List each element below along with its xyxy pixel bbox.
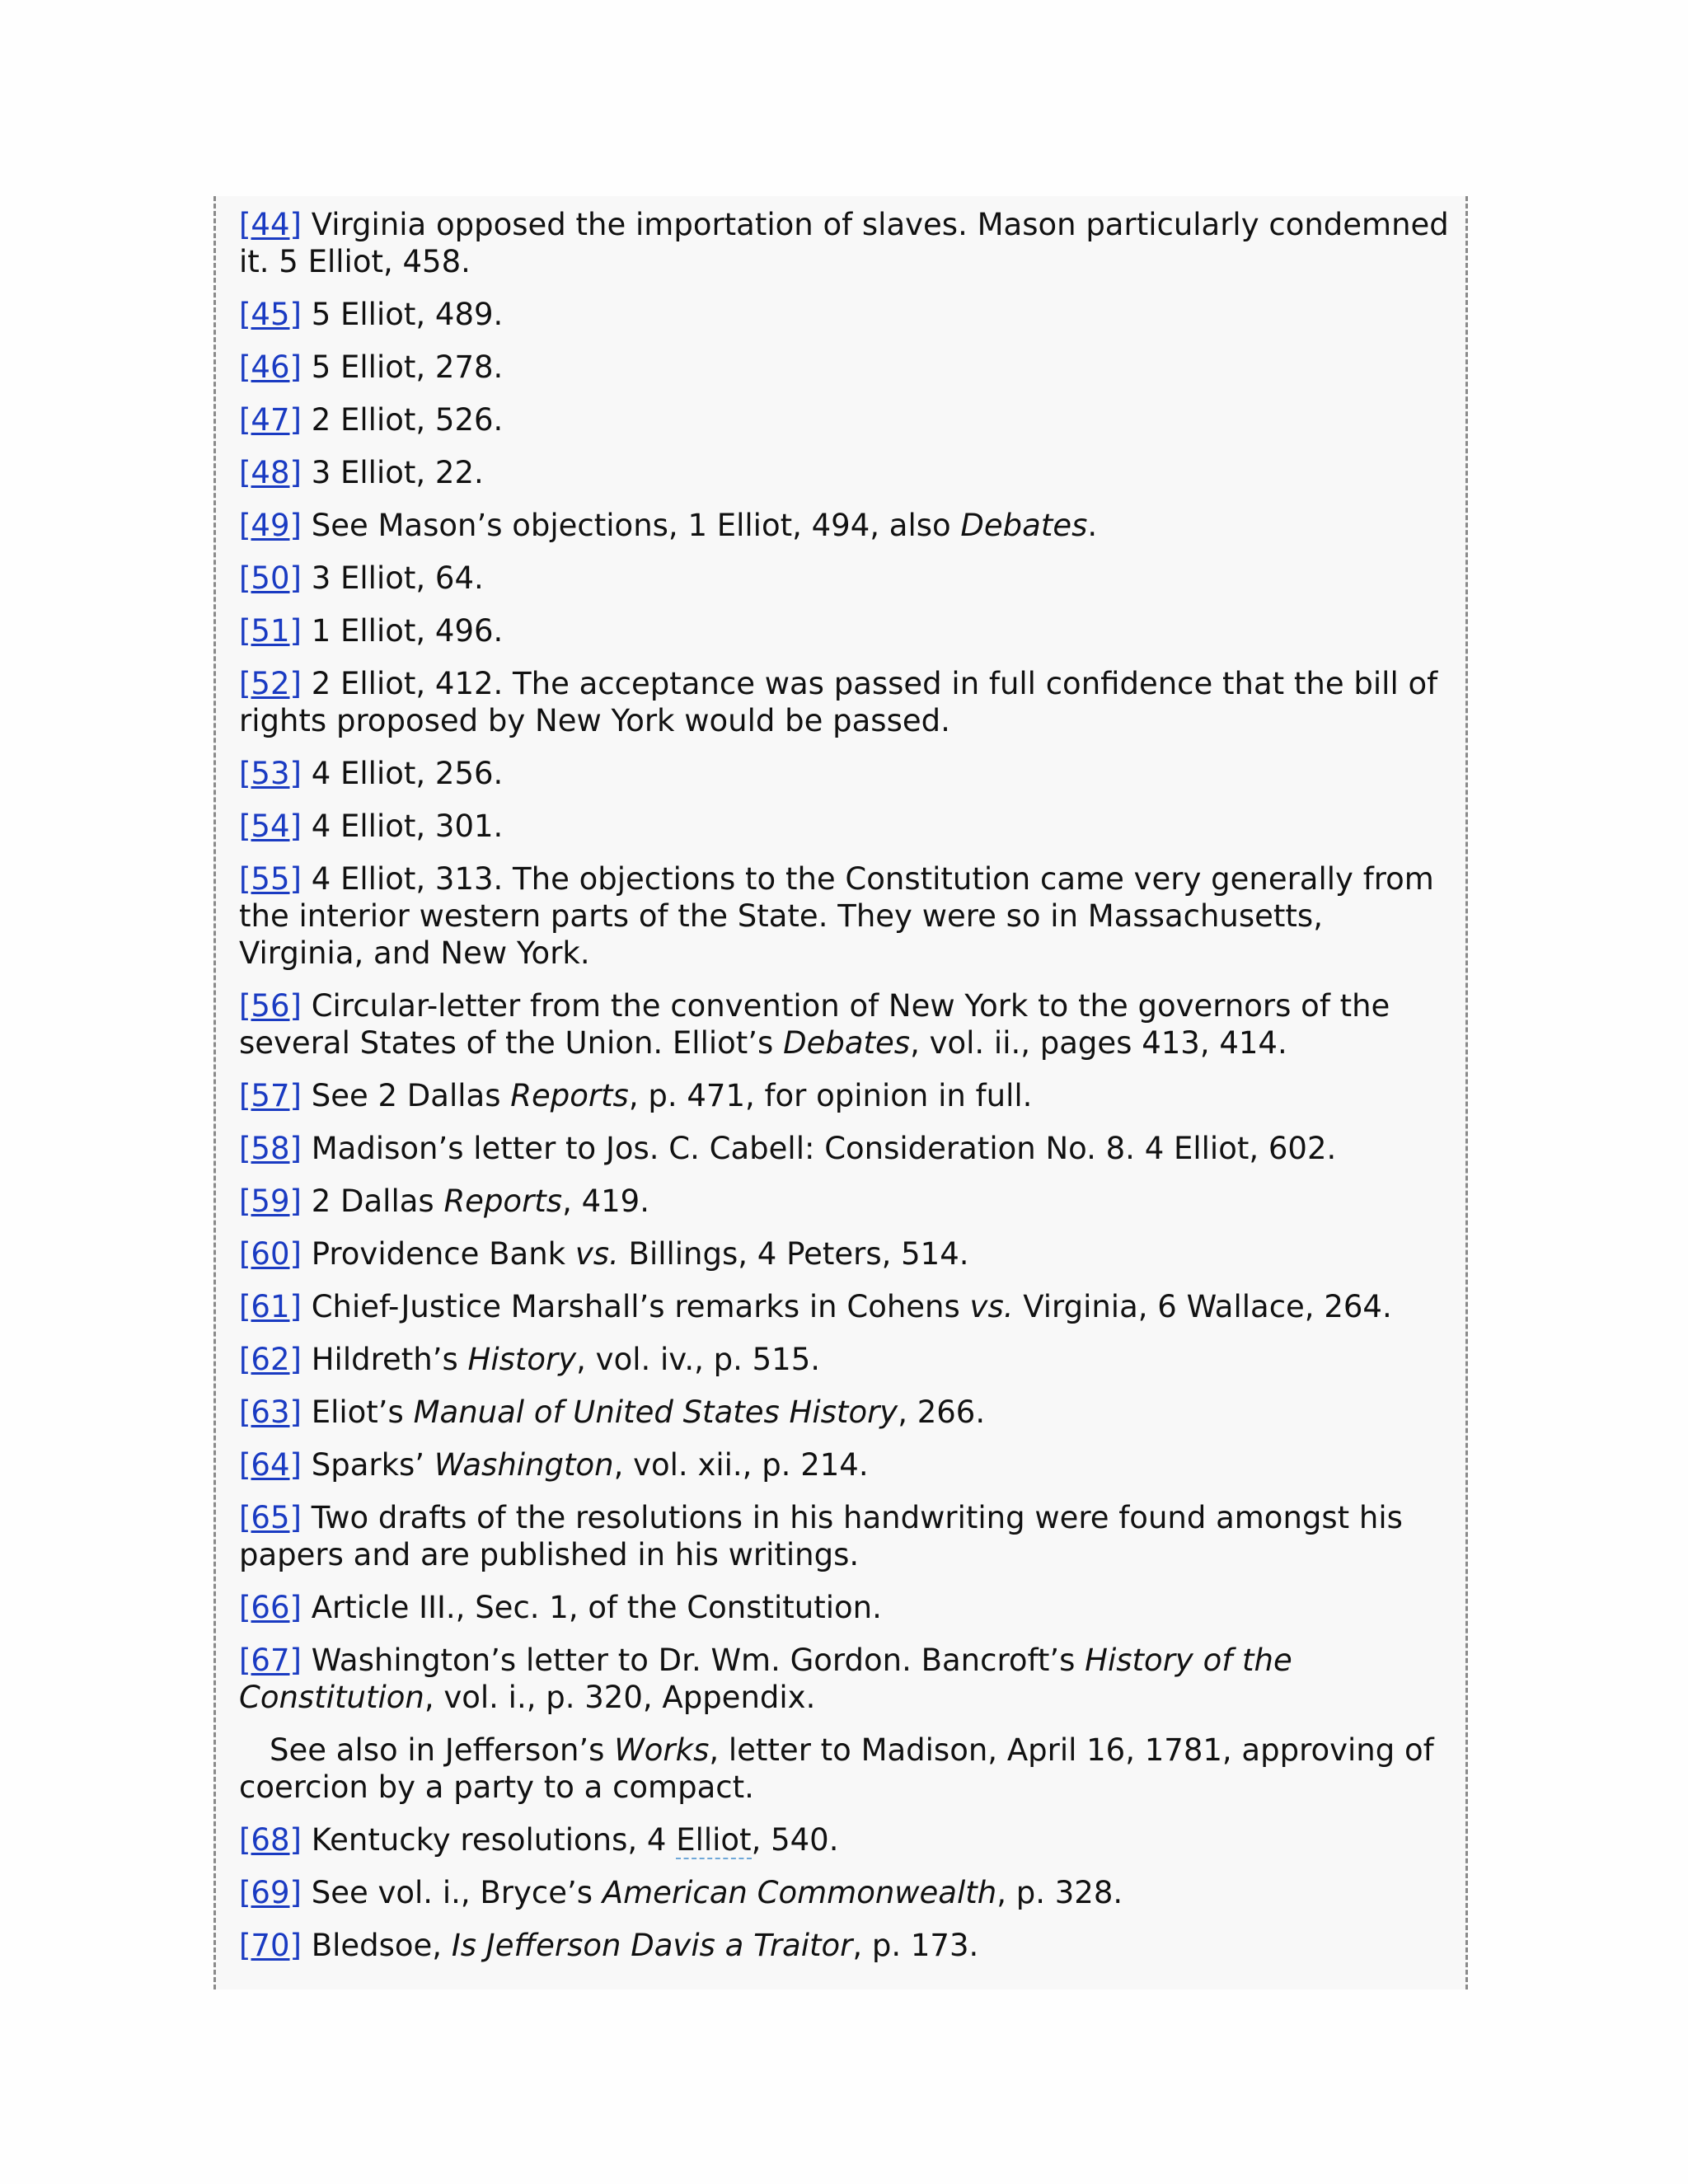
footnote-ref-link[interactable]: [46] — [239, 349, 302, 385]
footnote: [57] See 2 Dallas Reports, p. 471, for opinion in full. — [239, 1078, 1033, 1113]
footnote: [54] 4 Elliot, 301. — [239, 808, 504, 844]
footnote: [55] 4 Elliot, 313. The objections to the Constitution came very generally from the interior western parts of the State. They were so in Massachusetts, Virginia, and New York. — [239, 861, 1434, 971]
footnote: [53] 4 Elliot, 256. — [239, 756, 504, 791]
footnote-ref-link[interactable]: [56] — [239, 988, 302, 1024]
footnote: [45] 5 Elliot, 489. — [239, 297, 504, 332]
italic-title: Reports — [443, 1183, 563, 1219]
footnote-ref-link[interactable]: [69] — [239, 1875, 302, 1910]
footnote: [56] Circular-letter from the convention of New York to the governors of the several States of the Union. Elliot’s Debates, vol. ii., pages 413, 414. — [239, 988, 1390, 1061]
footnote-ref-link[interactable]: [44] — [239, 207, 302, 242]
footnote-ref-link[interactable]: [64] — [239, 1447, 302, 1483]
footnote: [59] 2 Dallas Reports, 419. — [239, 1183, 649, 1219]
footnote: [62] Hildreth’s History, vol. iv., p. 515. — [239, 1342, 820, 1377]
footnote: [64] Sparks’ Washington, vol. xii., p. 214. — [239, 1447, 869, 1483]
footnote: [46] 5 Elliot, 278. — [239, 349, 504, 385]
footnote-ref-link[interactable]: [52] — [239, 666, 302, 701]
footnote-ref-link[interactable]: [60] — [239, 1236, 302, 1272]
footnote: [69] See vol. i., Bryce’s American Commonwealth, p. 328. — [239, 1875, 1123, 1910]
footnote: [63] Eliot’s Manual of United States History, 266. — [239, 1394, 986, 1430]
footnote: [58] Madison’s letter to Jos. C. Cabell: Consideration No. 8. 4 Elliot, 602. — [239, 1131, 1337, 1166]
italic-term: vs. — [969, 1289, 1014, 1324]
footnote-ref-link[interactable]: [68] — [239, 1822, 302, 1858]
footnote-ref-link[interactable]: [58] — [239, 1131, 302, 1166]
italic-title: American Commonwealth — [602, 1875, 997, 1910]
abbreviation[interactable]: Elliot — [676, 1822, 752, 1858]
italic-term: vs. — [574, 1236, 619, 1272]
italic-title: Debates — [783, 1025, 911, 1061]
footnote-ref-link[interactable]: [59] — [239, 1183, 302, 1219]
footnote: [70] Bledsoe, Is Jefferson Davis a Traitor, p. 173. — [239, 1928, 979, 1963]
footnote: [65] Two drafts of the resolutions in his handwriting were found amongst his papers and are published in his writings. — [239, 1500, 1403, 1572]
footnote-ref-link[interactable]: [55] — [239, 861, 302, 897]
italic-title: Reports — [510, 1078, 629, 1113]
footnote-continuation: See also in Jefferson’s Works, letter to Madison, April 16, 1781, approving of coercion by a party to a compact. — [239, 1732, 1434, 1805]
footnote-ref-link[interactable]: [61] — [239, 1289, 302, 1324]
italic-title: Is Jefferson Davis a Traitor — [451, 1928, 853, 1963]
footnote-ref-link[interactable]: [50] — [239, 560, 302, 596]
footnote-ref-link[interactable]: [53] — [239, 756, 302, 791]
italic-title: Manual of United States History — [413, 1394, 898, 1430]
footnote-ref-link[interactable]: [49] — [239, 508, 302, 543]
footnote: [67] Washington’s letter to Dr. Wm. Gordon. Bancroft’s History of the Constitution, vol. i., p. 320, Appendix. — [239, 1643, 1292, 1715]
footnote-ref-link[interactable]: [57] — [239, 1078, 302, 1113]
footnote-ref-link[interactable]: [45] — [239, 297, 302, 332]
footnote: [68] Kentucky resolutions, 4 Elliot, 540. — [239, 1822, 839, 1858]
italic-title: Washington — [434, 1447, 614, 1483]
footnote: [48] 3 Elliot, 22. — [239, 455, 484, 490]
italic-title: Works — [614, 1732, 710, 1768]
footnote: [50] 3 Elliot, 64. — [239, 560, 484, 596]
footnote-ref-link[interactable]: [62] — [239, 1342, 302, 1377]
italic-title: History of the Constitution — [239, 1643, 1292, 1715]
footnote-ref-link[interactable]: [51] — [239, 613, 302, 649]
footnote: [61] Chief-Justice Marshall’s remarks in Cohens vs. Virginia, 6 Wallace, 264. — [239, 1289, 1392, 1324]
footnote-ref-link[interactable]: [48] — [239, 455, 302, 490]
footnotes-panel — [213, 196, 1468, 1990]
footnote: [44] Virginia opposed the importation of slaves. Mason particularly condemned it. 5 Elliot, 458. — [239, 207, 1449, 279]
footnote: [52] 2 Elliot, 412. The acceptance was passed in full confidence that the bill of rights proposed by New York would be passed. — [239, 666, 1438, 738]
footnote-ref-link[interactable]: [67] — [239, 1643, 302, 1678]
footnote-ref-link[interactable]: [47] — [239, 402, 302, 438]
footnote-ref-link[interactable]: [63] — [239, 1394, 302, 1430]
footnote: [47] 2 Elliot, 526. — [239, 402, 504, 438]
footnote-ref-link[interactable]: [54] — [239, 808, 302, 844]
italic-title: History — [467, 1342, 577, 1377]
italic-title: Debates — [960, 508, 1088, 543]
footnote: [51] 1 Elliot, 496. — [239, 613, 504, 649]
footnote: [66] Article III., Sec. 1, of the Constitution. — [239, 1590, 882, 1625]
footnote: [60] Providence Bank vs. Billings, 4 Peters, 514. — [239, 1236, 969, 1272]
footnote-ref-link[interactable]: [70] — [239, 1928, 302, 1963]
footnote-ref-link[interactable]: [65] — [239, 1500, 302, 1535]
footnote-ref-link[interactable]: [66] — [239, 1590, 302, 1625]
footnote: [49] See Mason’s objections, 1 Elliot, 494, also Debates. — [239, 508, 1098, 543]
